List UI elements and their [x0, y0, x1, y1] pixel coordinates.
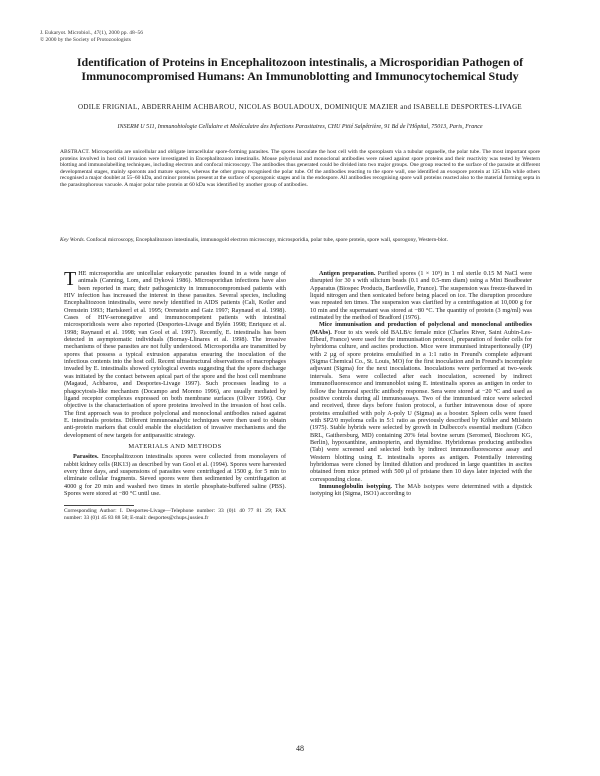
keywords-text: Confocal microscopy, Encephalitozoon intestinalis, immunogold electron microscopy, microsporidia, polar tube, spore protein, spore wall, sporogony, Western-blot.	[86, 237, 448, 243]
mice-text: Four to six week old BALB/c female mice (Charles River, Saint Aubin-Les-Elbeuf, France) were used for the immunisation protocol, preparation of feeder cells for hybridoma culture, and ascites production. Mice were immunised intraperitoneally (IP) with 2 µg of spore proteins emulsified in a 1:1 ratio in Freund's complete adjuvant (Sigma Chemical Co., St. Louis, MO) for the first inoculation and in Freund's incomplete adjuvant (Sigma) for the next inoculations. Inoculations were performed at two-week intervals. Sera were collected after each inoculation, screened by indirect immunofluorescence and immunoblot using E. intestinalis spores as antigen in order to follow the humoral specific antibody response. Sera were stored at −20 °C and used as positive controls during all immunoassays. Two of the immunised mice were selected and received, three days before fusion protocol, a further intravenous dose of spore proteins emulsified with poly A-poly U (Sigma) as a booster. Spleen cells were fused with SP2/0 myeloma cells in 5:1 ratio as previously described by Köhler and Milstein (1975). Stable hybrids were selected by growth in Dulbecco's essential medium (Gibco BRL, Gaithersburg, MD) containing 20% fetal bovine serum (Seromed, Biochrom KG, Berlin), hypoxanthine, aminopterin, and thymidine. Hybridomas producing antibodies (Tab) were screened and selected both by indirect immunofluorescence assay and Western blotting using E. intestinalis spores as antigen. Potentially interesting hybridomas were cloned by limited dilution and produced in large quantities in ascites obtained from mice primed with 500 µl of pristane then 10 days later injected with the corresponding clone.	[310, 328, 533, 483]
footnote-rule	[64, 505, 134, 506]
mice-label: Mice immunisation and production of polyclonal and monoclonal antibodies (MAbs).	[310, 321, 532, 336]
intro-text: HE microsporidia are unicellular eukaryotic parasites found in a wide range of animals (Canning, Lom, and Dyková 1986). Microsporidian infections have also been reported in man; their pathogenicity in immunocompromised patients with HIV infection has increased the interest in these parasites. Several species, including Encephalitozoon intestinalis, were newly identified in AIDS patients (Cali, Kotler and Orenstein 1993; Hartskeerl et al. 1995; Orenstein and Gaiz 1997; Raynaud et al. 1998). Cases of HIV-seronegative and immunocompetent patients with intestinal microsporidiosis were also reported (Desportes-Livage and Bylén 1998; Enriquez et al. 1998; Raynaud et al. 1998; van Gool et al. 1997). Recently, E. intestinalis has been detected in asymptomatic individuals (Bornay-Llinares et al. 1998). The invasive mechanisms of these parasites are not fully understood. Microsporidia are transmitted by spores that possess a typical extrusion apparatus ensuring the inoculation of the infectious contents into the host cell. Recent ultrastructural observations of macrophages invaded by E. intestinalis showed cytological events suggesting that the spore discharge was initiated by the contact between apical part of the spore and the host cell membrane (Magaud, Achbarou, and Desportes-Livage 1997). Such processes leading to a phagocytosis-like mechanism (Docampo and Moreno 1996), are usually mediated by ligand receptor complexes expressed on both membrane surfaces (Oliver 1996). Our objective is the characterisation of spore proteins involved in the invasion of host cells. The first approach was to produce polyclonal and monoclonal antibodies raised against E. intestinalis proteins. Different immunoanalytic techniques were then used to obtain anti-protein markers that could enable the elucidation of invasive mechanisms and the development of new targets for antiparasitic strategy.	[64, 270, 286, 439]
corresponding-author-footnote: Corresponding Author: I. Desportes-Livage—Telephone number: 33 (0)1 40 77 81 29; FAX number: 33 (0)1 45 83 88 58; E-mail: desportes@chups.jussieu.fr	[64, 508, 286, 522]
methods-heading: MATERIALS AND METHODS	[128, 442, 222, 450]
right-column	[310, 270, 532, 498]
abstract-label: ABSTRACT.	[60, 149, 90, 155]
abstract-text: Microsporidia are unicellular and obligate intracellular spore-forming parasites. The spores inoculate the host cell with the sporoplasm via a tubular organelle, the polar tube. The most important spore proteins involved in host cell invasion were investigated in Encephalitozoon intestinalis. Mouse polyclonal and monoclonal antibodies were raised against spore proteins and their reactivity was tested by Western blotting and immunolabelling techniques, including electron and confocal microscopy. The antibodies thus generated could be divided into two major groups. One group reacted to the surface of the parasite at different developmental stages, mainly sporonts and mature spores, whereas the other group recognised the polar tube. Of the antibodies reacting to the spore wall, one identified an exospore protein at 125 kDa while others recognised a major doublet at 55–60 kDa, and minor proteins present at the surface of sporogonic stages and in the endospore. All antibodies recognising spore wall proteins reacted also to the material forming septa in the parasitophorous vacuole. A major polar tube protein at 60 kDa was identified by another group of antibodies.	[60, 149, 540, 188]
affiliation: INSERM U 511, Immunobiologie Cellulaire et Moléculaire des Infections Parasitaires, CHU Pitié Salpêtrière, 91 Bd de l'Hôpital, 75013, Paris, France	[117, 124, 483, 130]
left-column	[64, 270, 286, 522]
keywords-label: Key Words.	[60, 237, 85, 243]
isotyping-text: The MAb isotypes were determined with a dipstick isotyping kit (Sigma, ISO1) according to	[310, 482, 532, 498]
isotyping-paragraph	[310, 483, 532, 498]
parasites-paragraph	[64, 453, 286, 497]
isotyping-label: Immunoglobulin isotyping.	[319, 482, 392, 490]
parasites-text: Encephalitozoon intestinalis spores were collected from monolayers of rabbit kidney cells (RK13) as described by van Gool et al. (1994). Spores were harvested every three days, and suspensions of parasites were centrifuged at 1500 g. for 5 min to eliminate cellular fragments. Sieved spores were then sedimented by centrifugation at 4000 g for 20 min and washed two times in sterile phosphate-buffered saline (PBS). Spores were stored at −80 °C until use.	[64, 453, 287, 497]
page-number: 48	[296, 744, 304, 753]
antigen-paragraph	[310, 270, 532, 321]
abstract	[60, 149, 540, 189]
parasites-label: Parasites.	[73, 453, 99, 461]
drop-cap: T	[64, 268, 77, 290]
antigen-text: Purified spores (1 × 10⁹) in 1 ml sterile 0.15 M NaCl were disrupted for 30 s with silicium beads (0.1 and 0.5-mm diam) using a Mini Beadbeater Apparatus (Biospec Products, Bartlesville, France). The suspension was freeze-thawed in liquid nitrogen and then sonicated before being placed on ice. The disruption procedure was repeated ten times. The suspension was clarified by a centrifugation at 10,000 g for 10 min and the supernatant was stored at −80 °C. The quantity of protein (3 mg/ml) was estimated by the method of Bradford (1976).	[310, 270, 533, 322]
journal-citation: J. Eukaryot. Microbiol., 47(1), 2000 pp. 48–56	[40, 30, 143, 36]
journal-header	[40, 30, 143, 43]
antigen-label: Antigen preparation.	[319, 270, 376, 277]
journal-copyright: © 2000 by the Society of Protozoologists	[40, 36, 131, 43]
author-list: ODILE FRIGNIAL, ABDERRAHIM ACHBAROU, NICOLAS BOULADOUX, DOMINIQUE MAZIER and ISABELLE DESPORTES-LIVAGE	[77, 103, 522, 111]
keywords	[60, 237, 540, 244]
mice-paragraph	[310, 321, 532, 483]
article-title: Identification of Proteins in Encephalitozoon intestinalis, a Microsporidian Pathogen of Immunocompromised Humans: An Immunoblotting and Immunocytochemical Study	[76, 55, 524, 83]
intro-paragraph	[64, 270, 286, 439]
